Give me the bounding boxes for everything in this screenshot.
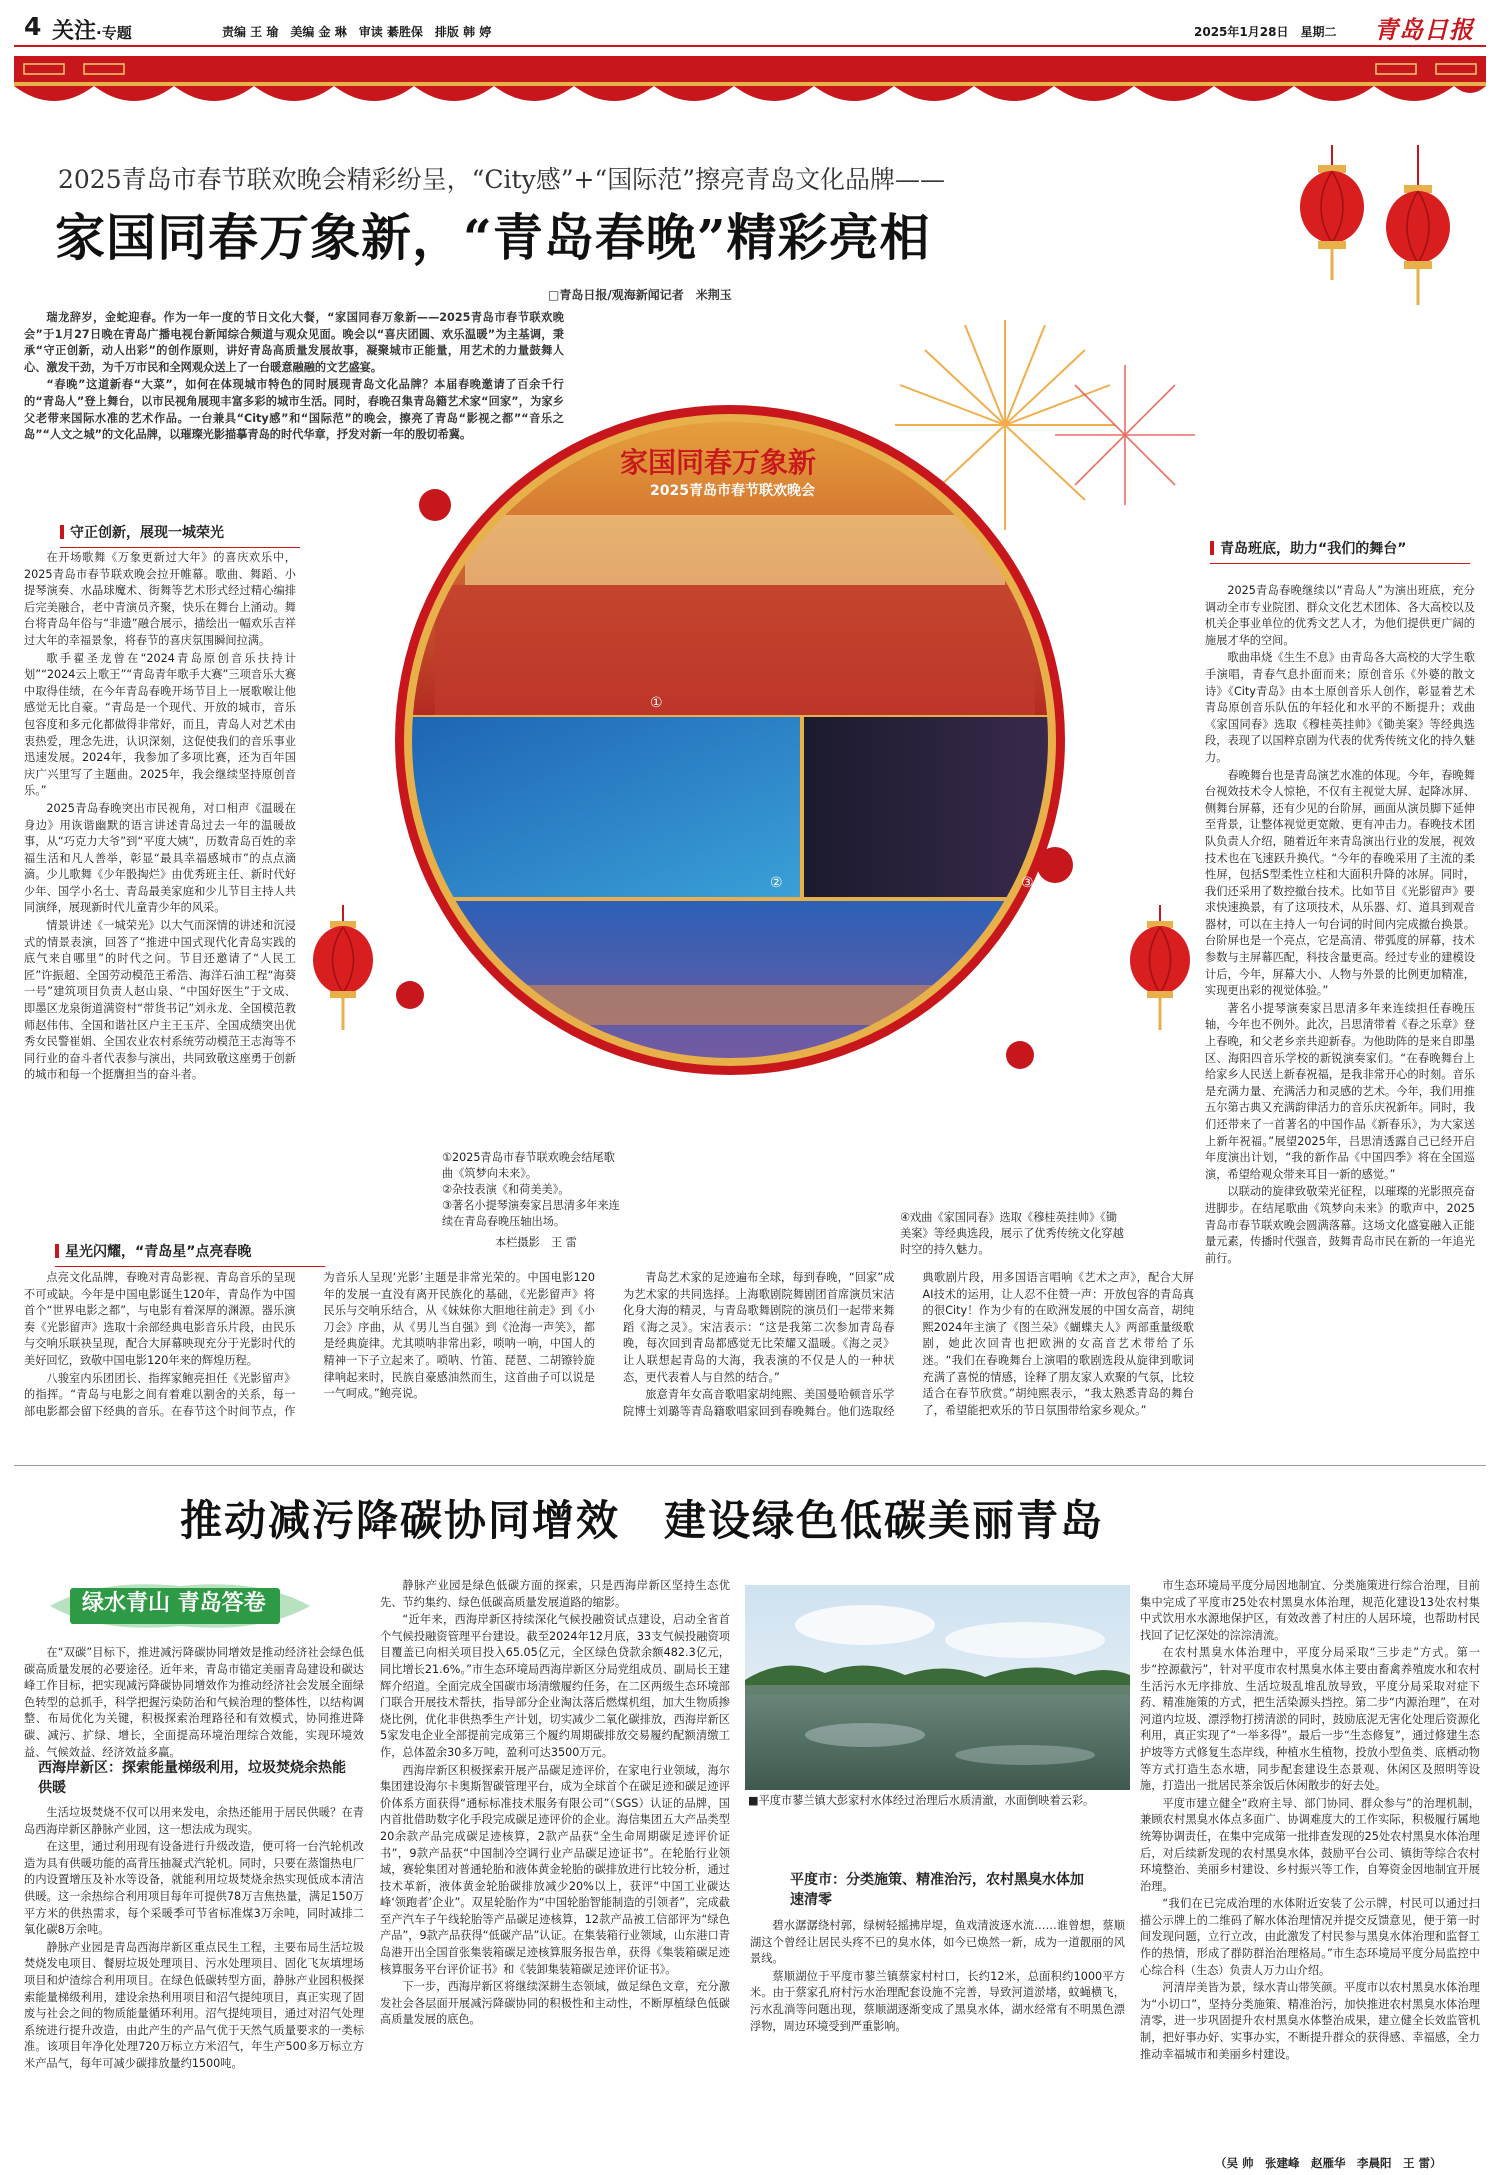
photo-collage — [315, 395, 1145, 1085]
lead-paragraph: “春晚”这道新春“大菜”，如何在体现城市特色的同时展现青岛文化品牌？本届春晚邀请了百余千行的“青岛人”登上舞台，以市民视角展现丰富多彩的城市生活。同时，春晚召集青岛籍艺术家“回家”，为家乡父老带来国际水准的艺术作品。一台兼具“City感”和“国际范”的晚会，擦亮了青岛“影视之都”“音乐之岛”“人文之城”的文化品牌，以璀璨光影描摹青岛的时代华章，抒发对新一年的殷切希冀。 — [24, 378, 564, 442]
article2-subheading: 平度市：分类施策、精准治污，农村黑臭水体加速清零 — [790, 1872, 1084, 1908]
article2-column-4: 市生态环境局平度分局因地制宜、分类施策进行综合治理，目前集中完成了平度市25处农村黑臭水体治理，规范化建设13处农村集中式饮用水水源地保护区，有效改善了村庄的人居环境，也帮助村民找回了记忆深处的淙淙清流。 在农村黑臭水体治理中，平度分局采取“三步走”方式。第一步“控源截污”，针对平度市农村黑臭水体主要由畜禽养殖废水和农村生活污水无序排放、生活垃圾乱堆乱放导致，平度分局采取对症下药、精准施策的方式，把生活染源头挡控。第二步“内源治理”，在对河道内垃圾、漂浮物打捞清淤的同时，鼓励底泥无害化处理后资源化利用，真正实现了“一举多得”。最后一步“生态修复”，通过修建生态护坡等方式修复生态岸线，种植水生植物，投放小型鱼类、底栖动物等方式打造生态水塘，同步配套建设生态景观、休闲区及照明等设施，打造出一批居民茶余饭后休闲散步的好去处。 平度市建立健全“政府主导、部门协同、群众参与”的治理机制，兼顾农村黑臭水体点多面广、协调难度大的工作实际，积极履行属地统筹协调责任，在集中完成第一批排查发现的25处农村黑臭水体治理后，对后续新发现的农村黑臭水体，鼓励平台公司、镇街等综合农村环境整治、美丽乡村建设、乡村振兴等工作，自筹资金因地制宜开展治理。 “我们在已完成治理的水体附近安装了公示牌，村民可以通过扫描公示牌上的二维码了解水体治理情况并提交反馈意见，便于第一时间发现问题，立行立改，由此激发了村民参与黑臭水体治理和监督工作的热情，形成了群防群治治理格局。”市生态环境局平度分局监控中心综合科（生态）负责人万力山介绍。 河清岸美皆为景，绿水青山带笑颜。平度市以农村黑臭水体治理为“小切口”，坚持分类施策、精准治污，加快推进农村黑臭水体治理清零，进一步巩固提升农村黑臭水体整治成果，建立健全长效监管机制，把好事办好、实事办实，不断提升群众的获得感、幸福感，全力推动幸福城市和美丽乡村建设。 — [1140, 1579, 1480, 2061]
article2-column-2: 静脉产业园是绿色低碳方面的探索，只是西海岸新区坚持生态优先、节约集约、绿色低碳高质量发展道路的缩影。 “近年来，西海岸新区持续深化气候投融资试点建设，启动全省首个气候投融资管理平台建设。截至2024年12月底，33支气候投融资项目覆盖已向相关项目投入65.05亿元，全区绿色贷款余额482.3亿元，同比增长21.6%。”市生态环境局西海岸新区分局党组成员、副局长王建辉介绍道。全面完成全国碳市场清缴履约任务，在二区两级生态环境部门联合开展技术帮扶，指导部分企业淘汰落后燃煤机组，加大生物质掺烧比例，优化非供热季生产计划，切实减少二氧化碳排放，西海岸新区5家发电企业全部提前完成第三个履约周期碳排放交易履约配额清缴工作，总体盈余30多万吨，盈利可达3500万元。 西海岸新区积极探索开展产品碳足迹评价，在家电行业领域，海尔集团建设海尔卡奥斯智碳管理平台，成为全球首个在碳足迹和碳足迹评价体系方面获得“通标标准技术服务有限公司”（SGS）认证的品牌，国内首批借助数字化手段完成碳足迹评价的企业。海信集团五大产品类型20余款产品完成碳足迹核算，2款产品获“全生命周期碳足迹评价证书”，9款产品获“中国制冷空调行业产品碳足迹证书”。在轮胎行业领域，赛轮集团对普通轮胎和液体黄金轮胎的碳排放进行比较分析，通过技术革新，液体黄金轮胎碳排放减少20%以上，获评“中国工业碳达峰‘领跑者’企业”。双星轮胎作为“中国轮胎智能制造的引领者”，完成截至产汽车子午线轮胎等产品碳足迹核算，12款产品被工信部评为“绿色产品”，9款产品获得“低碳产品”认证。在集装箱行业领域，山东港口青岛港开出全国首张集装箱碳足迹核算服务报告单，获得《集装箱碳足迹核算服务平台评价证书》和《装卸集装箱碳足迹评价证书》。 下一步，西海岸新区将继续深耕生态领域，做足绿色文章，充分激发社会各层面开展减污降碳协同的积极性和主动性，不断厚植绿色低碳高质量发展的底色。 — [380, 1579, 730, 2027]
section-divider — [14, 1465, 1486, 1466]
lead-paragraph: 瑞龙辞岁，金蛇迎春。作为一年一度的节日文化大餐，“家国同春万象新——2025青岛市春节联欢晚会”于1月27日晚在青岛广播电视台新闻综合频道与观众见面。晚会以“喜庆团圆、欢乐温暖”为主基调，秉承“守正创新，动人出彩”的创作原则，讲好青岛高质量发展故事，凝聚城市正能量，用艺术的力量鼓舞人心、激发干劲，为千万市民和全网观众送上了一台暖意融融的文艺盛宴。 — [24, 311, 564, 374]
article2-column-1: 在“双碳”目标下，推进减污降碳协同增效是推动经济社会绿色低碳高质量发展的必要途径。近年来，青岛市锚定美丽青岛建设和碳达峰工作目标，把实现减污降碳协同增效作为推动经济社会发展全面绿色转型的总抓手，科学把握污染防治和气候治理的整体性，以结构调整、布局优化为关键，积极探索治理路径和有效模式，协同推进降碳、减污、扩绿、增长，全面提高环境治理综合效能，实现环境效益、气候效益、经济效益多赢。 — [24, 1646, 364, 1759]
article2-column-3: 碧水潺潺绕村郭，绿树轻摇拂岸堤，鱼戏清波逐水流……谁曾想，蔡顺湖这个曾经让居民头疼不已的臭水体，如今已焕然一新，成为一道靓丽的风景线。 蔡顺湖位于平度市蓼兰镇蔡家村村口，长约12米，总面积约1000平方米。由于蔡家孔府村污水治理配套设施不完善，导致河道淤堵，蚊蝇横飞，污水乱淌等问题出现，蔡顺湖逐渐变成了黑臭水体，湖水经常有不明黑色漂浮物，周边环境受到严重影响。 — [750, 1919, 1125, 2033]
issue-date: 2025年1月28日 星期二 — [1194, 25, 1337, 39]
festive-roof-band — [14, 56, 1486, 118]
byline: □青岛日报/观海新闻记者 米荆玉 — [548, 288, 732, 302]
lantern-icon — [1290, 145, 1460, 320]
section-heading: 星光闪耀，“青岛星”点亮春晚 — [55, 1241, 285, 1261]
article-kicker: 2025青岛市春节联欢晚会精彩纷呈，“City感”+“国际范”擦亮青岛文化品牌—— — [58, 165, 945, 194]
river-photo-caption: ■平度市蓼兰镇大彭家村水体经过治理后水质清澈，水面倒映着云彩。 — [748, 1794, 1095, 1807]
poster-title: 家国同春万象新 — [620, 446, 817, 479]
photo-mark-3: ③ — [1021, 875, 1034, 891]
article2-column-1b: 生活垃圾焚烧不仅可以用来发电，余热还能用于居民供暖？在青岛西海岸新区静脉产业园，这一想法成为现实。 在这里，通过利用现有设备进行升级改造，便可将一台汽轮机改造为具有供暖功能的高背压抽凝式汽轮机。同时，只要在蒸馏热电厂的内设置增压及补水等设备，就能利用垃圾焚烧余热实现低成本清洁供暖。这一余热综合利用项目每年可提供78万吉焦热量，满足150万平方米的供热需求，每个采暖季可节省标准煤3万余吨，同时减排二氧化碳8万余吨。 静脉产业园是青岛西海岸新区重点民生工程，主要布局生活垃圾焚烧发电项目、餐厨垃圾处理项目、污水处理项目、固化飞灰填埋场项目和炉渣综合利用项目。在绿色低碳转型方面，静脉产业园积极探索能量梯级利用，建设余热利用项目和沼气提纯项目，真正实现了固废与社会之间的物质能量循环利用。沼气提纯项目，通过对沼气处理系统进行提升改造，由此产生的产品气优于天然气质量要求的一类标准。该项目年净化处理720万标立方米沼气，年生产500多万标立方米产品气，每年可减少碳排放量约1500吨。 — [24, 1806, 364, 2070]
article2-credit: （吴 帅 张建峰 赵雁华 李晨阳 王 雷） — [1215, 2156, 1442, 2170]
photo-caption-right: ④戏曲《家国同春》选取《穆桂英挂帅》《锄美案》等经典选段，展示了优秀传统文化穿越时空的持久魅力。 — [900, 1211, 1124, 1256]
newspaper-logo: 青岛日报 — [1374, 15, 1474, 44]
photo-mark-1: ① — [650, 695, 663, 711]
staff-credits: 责编 王 瑜 美编 金 琳 审读 綦胜保 排版 韩 婷 — [222, 25, 492, 39]
article-column: 2025青岛春晚继续以“青岛人”为演出班底，充分调动全市专业院团、群众文化艺术团体、各大高校以及机关企事业单位的优秀文艺人才，为他们提供更广阔的施展才华的空间。 歌曲串烧《生生不息》由青岛各大高校的大学生歌手演唱，青春气息扑面而来；原创音乐《外婆的散文诗》《City青岛》由本土原创音乐人创作，彰显着艺术青岛原创音乐队伍的年轻化和水平的不断提升；戏曲《家国同春》选取《穆桂英挂帅》《锄美案》等经典选段，表现了以国粹京剧为代表的优秀传统文化的持久魅力。 春晚舞台也是青岛演艺水准的体现。今年，春晚舞台视效技术令人惊艳，不仅有主视觉大屏、起降冰屏、侧舞台屏幕，还有少见的台阶屏，画面从演员脚下延伸至背景，让整体视觉更宽敞、更有冲击力。春晚技术团队负责人介绍，随着近年来青岛演出行业的发展，视效技术也在飞速跃升换代。“今年的春晚采用了主流的柔性屏，包括S型柔性立柱和大面积升降的冰屏。同时，我们还采用了数控撤台技术。比如节目《光影留声》要求快速换景，有了这项技术，从乐器、灯、道具到观音器材，可以在主持人一句台词的时间内完成撤台换景。台阶屏也是一个亮点，它是高清、带弧度的屏幕，技术参数与主屏幕匹配，科技含量更高。经过专业的建模设计后，今年，屏幕大小、人物与外景的比例更加精准，实现更出彩的视觉体验。” 著名小提琴演奏家吕思清多年来连续担任春晚压轴，今年也不例外。此次，吕思清带着《春之乐章》登上春晚，和父老乡亲共迎新春。为他助阵的是来自即墨区、海阳四音乐学校的新锐演奏家们。“在春晚舞台上给家乡人民送上新春祝福，是我非常开心的时刻。音乐是充满力量、充满活力和灵感的艺术。今年，我们用推五尔第古典又充满韵律活力的音乐庆祝新年。同时，我们还带来了一首著名的中国作品《新春乐》，为大家送上新年祝福。”展望2025年，吕思清透露自己已经开启年度演出计划，“我的新作品《中国四季》将在全国巡演，希望给观众带来耳目一新的感觉。” 以联动的旋律致敬荣光征程，以璀璨的光影照亮奋进脚步。在结尾歌曲《筑梦向未来》的歌声中，2025青岛市春节联欢晚会圆满落幕。这场文化盛宴融入正能量元素，传播时代强音，鼓舞青岛市民在新的一年追光前行。 — [1205, 584, 1475, 1265]
article-column: 点亮文化品牌，春晚对青岛影视、青岛音乐的呈现不可或缺。今年是中国电影诞生120年，青岛作为中国首个“世界电影之都”，与电影有着深厚的渊源。器乐演奏《光影留声》选取十余部经典电影音乐片段，由民乐与交响乐联袂呈现，配合大屏幕映现充分于光影时代的美好回忆，致敬中国电影120年来的辉煌历程。 八骏室内乐团团长、指挥家鲍亮担任《光影留声》的指挥。“青岛与电影之间有着难以割舍的关系，每一部电影都会留下经典的音乐。在春节这个时间节点，作为音乐人呈现‘光影’主题是非常光荣的。中国电影120年的发展一直没有离开民族化的基础，《光影留声》将民乐与交响乐结合，从《妹妹你大胆地往前走》到《小刀会》序曲，从《男儿当自强》到《沧海一声笑》，都是经典旋律。尤其唢呐非常出彩，唢呐一响，中国人的精神一下子立起来了。唢呐、竹笛、琵琶、二胡镲铃旋律响起来时，民族自豪感油然而生，这首曲子可以说是一气呵成。”鲍亮说。 青岛艺术家的足迹遍布全球，每到春晚，“回家”成为艺术家的共同选择。上海歌剧院舞剧团首席演员宋洁化身大海的精灵，与青岛歌舞剧院的演员们一起带来舞蹈《海之灵》。宋洁表示：“这是我第二次参加青岛春晚，每次回到青岛都感觉无比荣耀又温暖。《海之灵》让人联想起青岛的大海，我表演的不仅是人的一种状态，更代表着人与自然的结合。” 旅意青年女高音歌唱家胡纯熙、美国曼哈顿音乐学院博士刘璐等青岛籍歌唱家回到春晚舞台。他们选取经典歌剧片段，用多国语言唱响《艺术之声》，配合大屏AI技术的运用，让人忍不住赞一声：开放包容的青岛真的很City！作为少有的在欧洲发展的中国女高音，胡纯熙2024年主演了《图兰朵》《蝴蝶夫人》两部重量级歌剧，她此次回青也把欧洲的女高音艺术带给了乐迷。“我们在春晚舞台上演唱的歌剧选段从旋律到歌词充满了喜悦的情感，诠释了朋友家人欢聚的气氛，比较适合在春节欣赏。”胡纯熙表示，“我太熟悉青岛的舞台了，希望能把欢乐的节日氛围带给家乡观众。” — [24, 1271, 1194, 1418]
photo-caption-left: ①2025青岛市春节联欢晚会结尾歌曲《筑梦向未来》。 ②杂技表演《和荷美美》。 ③著名小提琴演奏家吕思清多年来连续在青岛春晚压轴出场。 — [442, 1151, 620, 1228]
photo-credit: 本栏摄影 王 雷 — [495, 1236, 577, 1249]
banner-title: 绿水青山 青岛答卷 — [82, 1590, 266, 1616]
river-photo — [745, 1585, 1130, 1790]
article-headline: 家国同春万象新，“青岛春晚”精彩亮相 — [55, 208, 931, 267]
section-name: 关注·专题 — [52, 19, 132, 44]
article2-headline: 推动减污降碳协同增效 建设绿色低碳美丽青岛 — [180, 1496, 1105, 1545]
photo-mark-4: ④ — [955, 995, 968, 1011]
poster-subtitle: 2025青岛市春节联欢晚会 — [650, 483, 815, 499]
section-heading: 青岛班底，助力“我们的舞台” — [1210, 538, 1430, 558]
page-number: 4 — [24, 12, 42, 41]
header-rule — [14, 45, 1486, 47]
article2-subheading: 西海岸新区：探索能量梯级利用，垃圾焚烧余热能供暖 — [38, 1760, 346, 1796]
section-heading: 守正创新，展现一城荣光 — [60, 522, 260, 542]
page-header — [14, 10, 1486, 44]
photo-mark-2: ② — [770, 875, 783, 891]
article-column: 在开场歌舞《万象更新过大年》的喜庆欢乐中，2025青岛市春节联欢晚会拉开帷幕。歌曲、舞蹈、小提琴演奏、水晶球魔术、街舞等艺术形式经过精心编排后完美融合，老中青演员齐聚，快乐在舞台上涌动。舞台将青岛年俗与“非遗”融合展示，描绘出一幅欢乐吉祥过大年的幸福景象，将春节的喜庆氛围瞬间拉满。 歌手翟圣龙曾在“2024青岛原创音乐扶持计划”“2024云上歌王”“青岛青年歌手大赛”三项音乐大赛中取得佳绩，在今年青岛春晚开场节目上一展歌喉让他感觉无比自豪。“青岛是一个现代、开放的城市，音乐包容度和多元化都做得非常好，而且，青岛人对艺术由衷热爱，理念先进，认识深刻，这促使我们的音乐事业迅速发展。2024年，我参加了多项比赛，还为百年国庆广兴里写了主题曲。2025年，我会继续坚持原创音乐。” 2025青岛春晚突出市民视角，对口相声《温暖在身边》用诙谐幽默的语言讲述青岛过去一年的温暖故事，从“巧克力大爷”到“平度大姨”，历数青岛百姓的幸福生活和凡人善举，彰显“最具幸福感城市”的点点滴滴。少儿歌舞《少年骰掏烂》由优秀班主任、新时代好少年、国学小名士、青岛最美家庭和少儿节目主持人共同演绎，展现新时代儿童青少年的风采。 情景讲述《一城荣光》以大气而深情的讲述和沉浸式的情景表演，回答了“推进中国式现代化青岛实践的底气来自哪里”的时代之问。节目还邀请了“人民工匠”许振超、全国劳动模范王希浩、海洋石油工程“海葵一号”建筑项目负责人赵山泉、“中国好医生”于文成、即墨区龙泉街道满资村“带货书记”刘永龙、全国模范教师赵伟伟、全国和谐社区户主王玉芹、全国成绩突出优秀女民警崔娟、全国农业农村系统劳动模范王志海等不同行业的奋斗者代表参与演出，共同致敬这座勇于创新的城市和每一个挺膺担当的奋斗者。 — [24, 551, 296, 1082]
